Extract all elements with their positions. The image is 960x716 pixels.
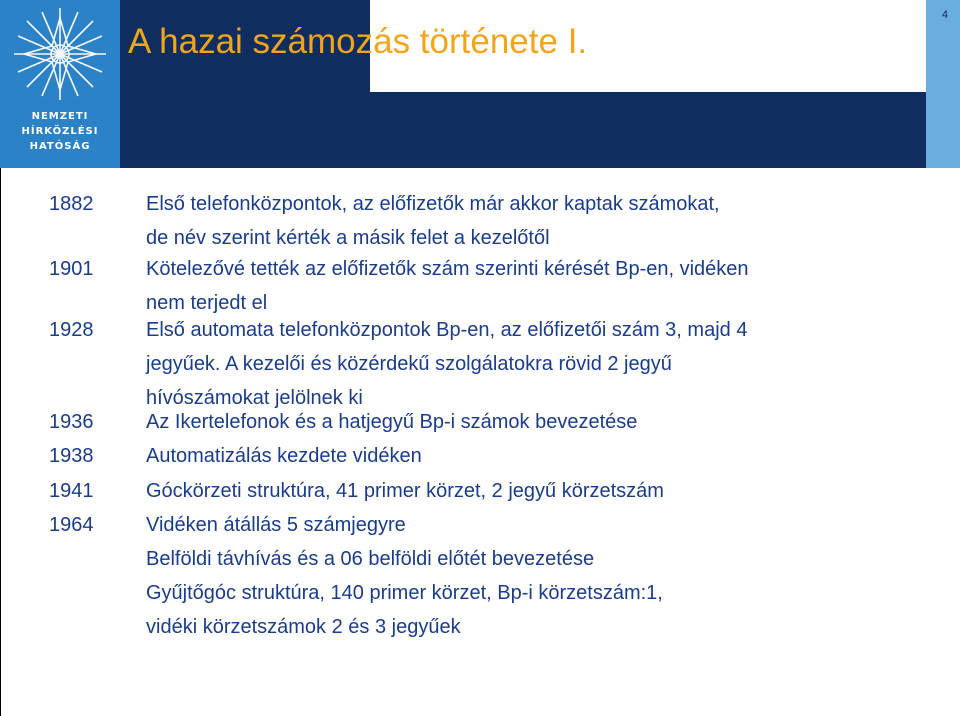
page-title: A hazai számozás története I. (128, 22, 588, 61)
timeline-year: 1936 (49, 411, 94, 433)
timeline-text (146, 474, 664, 508)
logo-line-3: HATÓSÁG (29, 141, 91, 152)
nhh-logo (0, 0, 120, 168)
timeline-year: 1928 (49, 319, 94, 341)
page-number: 4 (941, 9, 948, 21)
timeline-line: Automatizálás kezdete vidéken (146, 445, 422, 467)
timeline-line: Gyűjtőgóc struktúra, 140 primer körzet, Bp-i körzetszám:1, (146, 582, 663, 604)
timeline-line: Vidéken átállás 5 számjegyre (146, 514, 406, 536)
timeline-text (146, 313, 747, 415)
timeline-year: 1938 (49, 445, 94, 467)
timeline-text (146, 252, 749, 320)
timeline-text (146, 508, 663, 644)
timeline-year: 1964 (49, 514, 94, 536)
timeline-line: Az Ikertelefonok és a hatjegyű Bp-i számok bevezetése (146, 411, 638, 433)
timeline-line: vidéki körzetszámok 2 és 3 jegyűek (146, 616, 461, 638)
timeline-year: 1882 (49, 193, 94, 215)
timeline-year: 1901 (49, 258, 94, 280)
page-number-strip (926, 0, 960, 168)
timeline-line: Belföldi távhívás és a 06 belföldi előtét bevezetése (146, 548, 595, 570)
timeline-line: Első telefonközpontok, az előfizetők már akkor kaptak számokat, (146, 193, 720, 215)
timeline-line: Góckörzeti struktúra, 41 primer körzet, 2 jegyű körzetszám (146, 480, 664, 502)
timeline-text (146, 405, 637, 439)
timeline-line: Első automata telefonközpontok Bp-en, az előfizetői szám 3, majd 4 (146, 319, 748, 341)
title-band (120, 0, 926, 168)
timeline-year: 1941 (49, 480, 94, 502)
timeline-line: nem terjedt el (146, 292, 268, 314)
logo-line-2: HÍRKÖZLÉSI (21, 126, 99, 137)
timeline-line: hívószámokat jelölnek ki (146, 387, 363, 409)
timeline-text (146, 439, 422, 473)
star-burst-icon (10, 4, 110, 104)
timeline-line: de név szerint kérték a másik felet a kezelőtől (146, 227, 550, 249)
timeline-text (146, 187, 720, 255)
timeline-line: jegyűek. A kezelői és közérdekű szolgálatokra rövid 2 jegyű (146, 353, 672, 375)
timeline-line: Kötelezővé tették az előfizetők szám szerinti kérését Bp-en, vidéken (146, 258, 749, 280)
logo-line-1: NEMZETI (31, 111, 89, 122)
